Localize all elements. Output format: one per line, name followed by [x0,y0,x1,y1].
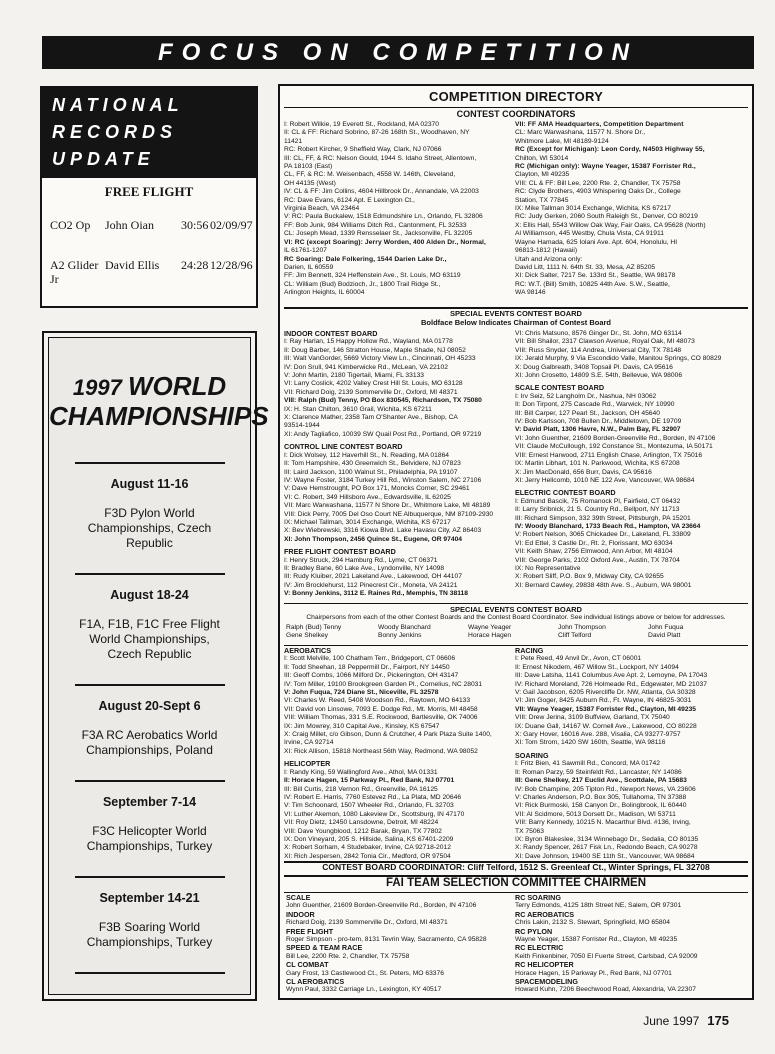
board-member: XI: Rich Jespersen, 2842 Tonia Cir., Medford, OR 97504 [284,852,451,860]
board-member: VIII: Ralph (Bud) Tenny, PO Box 830545, Richardson, TX 75080 [284,397,482,405]
board-member: VI: Larry Coslick, 4202 Valley Crest Hill St. Louis, MO 63128 [284,380,463,388]
board-member: VI: Jim Goger, 8425 Auburn Rd., Ft. Wayne, IN 46825-3031 [515,697,692,705]
board-member: XI: Rick Allison, 15818 Northeast 56th Way, Redmond, WA 98052 [284,747,478,755]
board-member: VII: Roy Dietz, 12450 Lansdowne, Detroit, MI 48224 [284,819,439,827]
directory-line: OH 44135 (West) [284,179,336,187]
board-member: IX: Michael Tallman, 3014 Exchange, Wichita, KS 67217 [284,518,451,526]
board-member: II: Tom Hampshire, 430 Greenwich St., Belvidere, NJ 07823 [284,460,461,468]
board-member: IX: Jerald Murphy, 9 Via Escondido Valle, Manitou Springs, CO 80829 [515,355,722,363]
board-member: I: Randy King, 59 Wallingford Ave., Athol, MA 01331 [284,768,438,776]
board-member: IV: Bob Champine, 205 Tipton Rd., Newport News, VA 23606 [515,785,696,793]
board-member: V: John Fuqua, 724 Diane St., Niceville, FL 32578 [284,689,439,697]
world-championships-inner [48,337,269,995]
fai-right-column [515,894,751,995]
board-member: X: Gary Hover, 16016 Ave. 288, Visalia, CA 93277-9757 [515,731,681,739]
chair-name: John Thompson [558,624,606,631]
fai-chairman: Wynn Paul, 3332 Carriage Ln., Lexington, KY 40517 [286,986,442,994]
board-member: VIII: George Parks, 2102 Oxford Ave., Austin, TX 78704 [515,556,680,564]
board-title: RACING [515,647,544,655]
board-member: VI: John Guenther, 21609 Borden-Greenville Rd., Borden, IN 47106 [515,434,716,442]
board-member: V: Tim Schoonard, 1507 Wheeler Rd., Orlando, FL 32703 [284,802,454,810]
board-member: I: Dick Wolsey, 112 Haverhill St., N. Reading, MA 01864 [284,451,450,459]
board-member: VII: Wayne Yeager, 15387 Forrister Rd., Clayton, MI 49235 [515,705,697,713]
board-member: VI: C. Robert, 349 Hillsboro Ave., Edwardsville, IL 62025 [284,493,451,501]
directory-line: Chilton, WI 53014 [515,154,569,162]
board-member: I: Edmund Bascik, 75 Romanock Pl, Fairfield, CT 06432 [515,497,681,505]
chair-name: Horace Hagen [468,632,512,639]
event-divider [75,462,225,464]
chairpersons-note: Chairpersons from each of the other Contest Boards and the Contest Board Coordinator. See individual listings above or below for addresses. [306,614,726,621]
focus-on-competition-banner: FOCUS ON COMPETITION [42,36,754,69]
board-member: XI: John Crosetto, 14809 S.E. 54th, Bellevue, WA 98006 [515,372,683,380]
board-member: II: Don Tirpont, 275 Cascade Rd., Warwick, NY 10990 [515,401,675,409]
coordinators-left-column [284,121,512,298]
board-member: VIII: Dick Perry, 7005 Del Oso Court NE Albuquerque, NM 87109-2930 [284,510,494,518]
national-records-update-box [40,86,258,308]
championship-event-list [49,462,250,974]
nru-header [42,88,256,178]
board-member: VIII: Ernest Harwood, 2711 English Chase, Arlington, TX 75016 [515,451,703,459]
board-member: III: Richard Simpson, 332 39th Street, Pittsburgh, PA 15201 [515,514,691,522]
board-member: X: Bev Wiebrewski, 3316 Kiowa Blvd. Lake Havasu City, AZ 86403 [284,527,482,535]
board-member: IV: Wayne Foster, 3184 Turkey Hill Rd., Winston Salem, NC 27106 [284,476,482,484]
directory-line: IX: Mike Tallman 3014 Exchange, Wichita, KS 67217 [515,205,672,213]
chair-name: Woody Blanchard [378,624,431,631]
fai-category: INDOOR [286,909,315,919]
boards-right-column [515,330,751,590]
fai-category: SPACEMODELING [515,977,578,987]
board-member: VII: Marc Warwashana, 11577 N Shore Dr., Whitmore Lake, MI 48189 [284,502,491,510]
board-member: VIII: Dave Youngblood, 1212 Barak, Bryan, TX 77802 [284,827,442,835]
board-member: II: Doug Barber, 146 Stratton House, Maple Shade, NJ 08052 [284,346,466,354]
record-time: 30:56 [181,218,209,232]
board-member: 93514-1944 [284,422,320,430]
board-member: III: Dave Latsha, 1141 Columbus Ave Apt. 2, Lemoyne, PA 17043 [515,672,708,680]
boards-left2-column [284,647,512,861]
board-member: I: Ray Harlan, 15 Happy Hollow Rd., Wayland, MA 01778 [284,338,453,346]
directory-line: RC: Dave Evans, 6124 Apt. E Lexington Ct., [284,196,415,204]
fai-chairman: Gary Frost, 13 Castlewood Ct., St. Peters, MO 63376 [286,969,444,977]
directory-line: Al Williamson, 445 Westby, Chula Vista, CA 91911 [515,230,664,238]
chair-name: Cliff Telford [558,632,592,639]
fai-chairman: Chris Lakin, 2132 S. Stewart, Springfield, MO 65804 [515,919,671,927]
fai-chairman: Keith Finkenbiner, 7050 El Fuerte Street, Carlsbad, CA 92009 [515,952,698,960]
board-member: I: Irv Seiz, 52 Langholm Dr., Nashua, NH 03062 [515,392,657,400]
directory-line: RC: W.T. (Bill) Smith, 10825 44th Ave. S.W., Seattle, [515,280,670,288]
nru-title-line: NATIONAL [52,95,184,115]
fai-chairman: Wayne Yeager, 15387 Forrister Rd., Clayton, MI 49235 [515,936,678,944]
board-member: XI: Dave Johnson, 19400 SE 11th St., Vancouver, WA 98684 [515,852,695,860]
directory-line: Virginia Beach, VA 23464 [284,205,360,213]
event-description: F3C Helicopter World Championships, Turkey [86,824,213,853]
directory-line: Whitmore Lake, MI 48189-9124 [515,137,609,145]
board-member: X: Robert Sliff, P.O. Box 9, Midway City, CA 92655 [515,573,664,581]
special-boards-title-2: SPECIAL EVENTS CONTEST BOARD [450,605,582,614]
directory-line: CL, FF, & RC: M. Weisenbach, 4558 W. 146th, Cleveland, [284,171,456,179]
event-date: August 11-16 [110,477,189,491]
board-member: II: Larry Sribnick, 21 S. Country Rd., Bellport, NY 11713 [515,506,680,514]
coordinators-title: CONTEST COORDINATORS [456,109,576,119]
directory-line: 11421 [284,137,303,145]
directory-line: Arlington Heights, IL 60004 [284,289,365,297]
fai-chairman: Bill Lee, 2200 Rte. 2, Chandler, TX 75758 [286,952,410,960]
boards-right2-column [515,647,751,861]
board-member: V: Robert Nelson, 3065 Chickadee Dr., Lakeland, FL 33809 [515,531,691,539]
board-member: VI: Ed Ettel, 3 Castle Dr., Rt. 2, Florissant, MO 63034 [515,539,673,547]
board-member: X: Jim MacDonald, 656 Burr, Davis, CA 95616 [515,468,652,476]
board-member: III: Bill Carper, 127 Pearl St., Jackson, OH 45640 [515,409,660,417]
event-description: F3B Soaring World Championships, Turkey [86,920,213,949]
board-member: X: Randy Spencer, 2617 Fisk Ln., Redondo Beach, CA 90278 [515,844,698,852]
board-member: X: Craig Millet, c/o Gibson, Dunn & Crutcher, 4 Park Plaza Suite 1400, [284,731,492,739]
directory-line: Clayton, MI 49235 [515,171,570,179]
board-member: VII: Keith Shaw, 2756 Elmwood, Ann Arbor, MI 48104 [515,548,673,556]
board-member: III: Bill Curtis, 218 Vernon Rd., Greenville, PA 16125 [284,785,438,793]
fai-category: RC AEROBATICS [515,909,575,919]
board-member: I: Henry Struck, 294 Hamburg Rd., Lyme, CT 06371 [284,556,438,564]
nru-title-line: RECORDS [52,122,178,142]
boards-left-column [284,330,512,599]
chair-name: Ralph (Bud) Tenny [286,624,342,631]
board-member: III: Laird Jackson, 1100 Walnut St., Philadelphia, PA 19107 [284,468,458,476]
event-divider [75,684,225,686]
event-description: F1A, F1B, F1C Free Flight World Championships, Czech Republic [79,617,220,661]
board-member: V: Bonny Jenkins, 3112 E. Raines Rd., Memphis, TN 38118 [284,590,468,598]
directory-line: Wayne Hamada, 625 Iolani Ave. Apt. 604, Honolulu, HI [515,238,678,246]
board-member: XI: Bernard Cawley, 29838 48th Ave. S., Auburn, WA 98001 [515,581,692,589]
board-member: IX: H. Stan Chilton, 3610 Grail, Wichita, KS 67211 [284,405,432,413]
event-date: August 20-Sept 6 [98,699,201,713]
record-date: 02/09/97 [210,218,253,232]
directory-line: WA 98146 [515,289,546,297]
fai-chairman: Howard Kuhn, 7206 Beechwood Road, Alexandria, VA 22307 [515,986,696,994]
board-member: IV: Tom Miller, 19100 Brookgreen Garden Pl., Cornelius, NC 28031 [284,680,483,688]
board-member: V: David Platt, 1306 Havre, N.W., Palm Bay, FL 32907 [515,426,681,434]
board-member: IV: Robert E. Harris, 7760 Estevez Rd., La Plata, MD 20646 [284,793,462,801]
event-date: September 7-14 [102,795,197,809]
fai-chairman: Horace Hagen, 15 Parkway Pl., Red Bank, NJ 07701 [515,969,672,977]
board-member: IX: No Representative [515,564,581,572]
board-member: X: Doug Galbreath, 3408 Topsail Pl. Davis, CA 95616 [515,363,673,371]
directory-line: Darien, IL 60559 [284,263,334,271]
directory-line: CL: Marc Warwashana, 11577 N. Shore Dr., [515,129,646,137]
directory-line: VI: RC (except Soaring): Jerry Worden, 400 Alden Dr., Normal, [284,238,486,246]
directory-line: CL: Joseph Mead, 1339 Rensselaer St., Jacksonville, FL 32205 [284,230,473,238]
board-member: IV: Woody Blanchard, 1733 Beach Rd., Hampton, VA 23664 [515,522,701,530]
board-title: ELECTRIC CONTEST BOARD [515,488,616,498]
competition-directory [278,84,754,1000]
fai-category: RC SOARING [515,894,561,902]
directory-line: RC: Clyde Brothers, 4903 Whispering Oaks Dr., College [515,188,681,196]
directory-line: PA 18103 (East) [284,163,333,171]
event-divider [75,876,225,878]
directory-title: COMPETITION DIRECTORY [429,89,603,104]
event-description: F3D Pylon World Championships, Czech Republic [87,506,212,550]
coordinators-right-column [515,121,751,298]
board-member: IX: Byron Blakeslee, 3134 Winnebago Dr., Sedalia, CO 80135 [515,835,699,843]
chair-name: Gene Shelkey [286,632,329,639]
board-title: CONTROL LINE CONTEST BOARD [284,442,403,452]
board-member: II: Todd Sheehan, 18 Peppermill Dr., Fairport, NY 14450 [284,663,450,671]
chair-name: David Platt [648,632,681,639]
board-member: V: Charles Anderson, P.O. Box 305, Tullahoma, TN 37388 [515,793,687,801]
divider [284,645,748,646]
board-member: XI: Andy Tagliafico, 10039 SW Quail Post Rd., Portland, OR 97219 [284,430,482,438]
issue-date: June 1997 [643,1014,700,1028]
board-member: IV: Don Srull, 941 Kimberwicke Rd., McLean, VA 22102 [284,363,448,371]
board-member: I: Pete Reed, 49 Anvil Dr., Avon, CT 06001 [515,655,642,663]
record-event: A2 Glider Jr [50,258,99,286]
directory-line: FF: Jim Bennett, 324 Heffenstein Ave., St. Louis, MO 63119 [284,272,461,280]
board-member: V: Gail Jacobson, 6205 Rivercliffe Dr. NW, Atlanta, GA 30328 [515,689,696,697]
board-title: HELICOPTER [284,759,331,769]
championships-year: 1997 [72,375,122,400]
divider [284,603,748,604]
board-member: VII: Bill Shailor, 2317 Clawson Avenue, Royal Oak, MI 48073 [515,338,695,346]
fai-chairman: Terry Edmonds, 4125 18th Street NE, Salem, OR 97301 [515,902,682,910]
board-title: AEROBATICS [284,647,331,655]
board-title: FREE FLIGHT CONTEST BOARD [284,547,396,557]
chair-name: Bonny Jenkins [378,632,422,639]
fai-category: FREE FLIGHT [286,926,334,936]
divider [284,107,748,108]
divider [284,892,748,893]
board-member: I: Scott Melville, 100 Chatham Terr., Bridgeport, CT 06606 [284,655,456,663]
board-member: VII: Claude McCullough, 192 Constance St., Montezuma, IA 50171 [515,443,713,451]
directory-line: RC (Michigan only): Wayne Yeager, 15387 Forrister Rd., [515,163,696,171]
board-member: IX: Jim Mowrey, 310 Capital Ave., Kinsley, KS 67547 [284,722,440,730]
board-title: SOARING [515,750,549,760]
board-member: IV: Jim Brocklehurst, 112 Pinecrest Cir., Moneta, VA 24121 [284,581,458,589]
directory-line: VII: FF AMA Headquarters, Competition Department [515,121,684,128]
record-event: CO2 Op [50,218,91,232]
directory-line: CL: William (Bud) Bodzioch, Jr., 1800 Trail Ridge St., [284,280,441,288]
board-member: II: Ernest Nikodem, 467 Willow St., Lockport, NY 14094 [515,663,679,671]
directory-line: III: CL, FF, & RC: Nelson Gould, 1944 S. Idaho Street, Allentown, [284,154,477,162]
board-member: II: Bradley Bane, 60 Lake Ave., Lyndonville, NY 14098 [284,564,445,572]
board-title: INDOOR CONTEST BOARD [284,330,378,338]
board-member: II: Roman Parzy, 59 Steinfeldt Rd., Lancaster, NY 14086 [515,768,682,776]
record-name: David Ellis [105,258,160,272]
board-member: III: Walt VanGorder, 5669 Victory View Ln., Cincinnati, OH 45233 [284,355,476,363]
record-name: John Oian [105,218,154,232]
fai-category: RC ELECTRIC [515,943,564,953]
fai-category: SCALE [286,894,311,902]
board-member: VI: Charles W. Reed, 5408 Woodson Rd., Raytown, MO 64133 [284,697,471,705]
event-date: August 18-24 [110,588,189,602]
board-member: X: Robert Sorham, 4 Studebaker, Irvine, CA 92718-2012 [284,844,451,852]
directory-line: XI: Dick Salter, 7217 Se. 133rd St., Seattle, WA 98178 [515,272,676,280]
board-member: IV: Bob Karlsson, 708 Bullen Dr., Middletown, DE 19709 [515,418,682,426]
fai-category: RC PYLON [515,926,553,936]
nru-title-line: UPDATE [52,149,155,169]
board-member: III: Gene Shelkey, 217 Euclid Ave., Scottdale, PA 15683 [515,777,687,785]
board-member: I: Fritz Bien, 41 Sawmill Rd., Concord, MA 01742 [515,760,660,768]
directory-line: IV: CL & FF: Jim Collins, 4604 Hillbrook Dr., Annandale, VA 22003 [284,188,479,196]
board-member: XI: Tom Strom, 1420 SW 160th, Seattle, WA 98116 [515,739,666,747]
directory-line: RC: Robert Kircher, 9 Sheffield Way, Clark, NJ 07066 [284,146,442,154]
record-time: 24:28 [181,258,209,272]
board-member: XI: Jerry Hellcomb, 1010 NE 122 Ave, Vancouver, WA 98684 [515,476,695,484]
directory-line: VIII: CL & FF: Bill Lee, 2200 Rte. 2, Chandler, TX 75758 [515,179,681,187]
board-member: II: Horace Hagen, 15 Parkway Pl., Red Bank, NJ 07701 [284,777,455,785]
fai-category: SPEED & TEAM RACE [286,943,363,953]
directory-line: RC Soaring: Dale Folkering, 1544 Darien Lake Dr., [284,255,447,263]
directory-line: 96813-1812 (Hawaii) [515,247,578,255]
board-member: V: Dave Hemstrought, PO Box 171, Moncks Corner, SC 29461 [284,485,470,493]
board-member: IV: Richard Moreland, 726 Holmeade Rd., Edgewater, MD 21037 [515,680,707,688]
board-member: VII: David von Linsowe, 7093 E. Dodge Rd., Mt. Morris, MI 48458 [284,705,478,713]
fai-chairman: John Guenther, 21609 Borden-Greenville Rd., Borden, IN 47106 [286,902,477,910]
board-member: IX: Duane Gall, 14167 W. Cornell Ave., Lakewood, CO 80228 [515,722,697,730]
chair-name: Wayne Yeager [468,624,512,631]
directory-line: V: RC: Paula Buckalew, 1518 Edmundshire Ln., Orlando, FL 32806 [284,213,483,221]
board-member: VIII: Drew Jerina, 3109 Buffview, Garland, TX 75040 [515,714,670,722]
world-championships-box [42,331,269,1001]
board-member: VII: Al Scidmore, 5013 Dorsett Dr., Madison, WI 53711 [515,810,676,818]
directory-line: Station, TX 77845 [515,196,569,204]
event-description: F3A RC Aerobatics World Championships, Poland [81,728,218,757]
directory-line: David Litt, 1111 N. 64th St. 33, Mesa, AZ 85205 [515,263,656,271]
directory-line: II: CL & FF: Richard Sobrino, 87-26 168th St., Woodhaven, NY [284,129,470,137]
board-member: IX: Don Vineyard, 205 S. Hillside, Salina, KS 67401-2209 [284,835,454,843]
board-member: V: John Martin, 2180 Tigertail, Miami, FL 33133 [284,372,425,380]
championships-title [49,371,269,432]
board-member: VIII: Barry Kennedy, 10215 N. Macarthur Blvd. #136, Irving, [515,819,691,827]
board-member: VIII: Russ Snyder, 114 Andrea, Universal City, TX 78148 [515,346,682,354]
board-title: SCALE CONTEST BOARD [515,383,605,393]
championships-word: WORLD [127,371,227,401]
board-member: XI: John Thompson, 2456 Quince St., Eugene, OR 97404 [284,535,463,543]
board-member: III: Rudy Kluiber, 2021 Lakeland Ave., Lakewood, OH 44107 [284,573,462,581]
board-member: IX: Martin Libhart, 101 N. Parkwood, Wichita, KS 67208 [515,460,680,468]
championships-word: CHAMPIONSHIPS [49,401,269,431]
fai-category: CL COMBAT [286,960,329,970]
directory-line: RC: Judy Gerken, 2060 South Raleigh St., Denver, CO 80219 [515,213,698,221]
boldface-note: Boldface Below Indicates Chairman of Contest Board [420,318,612,327]
board-member: VII: Richard Doig, 2139 Sommerville Dr., Oxford, MI 48371 [284,388,458,396]
fai-left-column [286,894,512,995]
fai-chairman: Richard Doig, 2139 Sommerville Dr., Oxford, MI 48371 [286,919,448,927]
contest-board-coordinator: CONTEST BOARD COORDINATOR: Cliff Telford, 1512 S. Greenleaf Ct., Winter Springs, FL 32708 [322,862,710,872]
board-member: VI: Chris Matsuno, 8576 Ginger Dr., St. John, MO 63114 [515,330,682,337]
fai-category: CL AEROBATICS [286,977,345,987]
record-date: 12/28/96 [210,258,253,272]
directory-line: RC (Except for Michigan): Leon Cordy, N4503 Highway 55, [515,146,705,154]
event-divider [75,972,225,974]
directory-line: X: Ellis Hall, 5543 Willow Oak Way, Fair Oaks, CA 95628 (North) [515,221,706,229]
board-member: VI: Rick Burmoski, 158 Canyon Dr., Bolingbrook, IL 60440 [515,802,687,810]
board-member: VIII: William Thomas, 331 S.E. Rockwood, Bartlesville, OK 74006 [284,714,478,722]
fai-chairman: Roger Simpson - pro-tem, 8131 Tevrin Way, Sacramento, CA 95828 [286,936,487,944]
nru-section-heading: FREE FLIGHT [104,184,194,199]
event-divider [75,573,225,575]
board-member: III: Geoff Combs, 1066 Milford Dr., Pickerington, OH 43147 [284,672,459,680]
page-footer [643,1013,729,1028]
fai-title: FAI TEAM SELECTION COMMITTEE CHAIRMEN [385,877,647,889]
directory-line: I: Robert Wilkie, 19 Everett St., Rockland, MA 02370 [284,121,439,128]
page-number: 175 [707,1013,729,1028]
directory-line: FF: Bob Junk, 984 Williams Ditch Rd., Cantonment, FL 32533 [284,221,467,229]
board-member: VI: Luther Akemon, 1080 Lakeview Dr., Scottsburg, IN 47170 [284,810,465,818]
directory-line: Utah and Arizona only: [515,255,583,263]
special-boards-title: SPECIAL EVENTS CONTEST BOARD [450,309,582,318]
chair-name: John Fuqua [648,624,684,631]
board-member: X: Clarence Mather, 2358 Tam O'Shanter Ave., Bishop, CA [284,414,458,422]
board-member: Irvine, CA 92714 [284,739,334,747]
fai-category: RC HELICOPTER [515,960,574,970]
event-divider [75,780,225,782]
event-date: September 14-21 [99,891,200,905]
directory-line: IL 61761-1207 [284,247,327,255]
board-member: TX 75063 [515,827,544,835]
